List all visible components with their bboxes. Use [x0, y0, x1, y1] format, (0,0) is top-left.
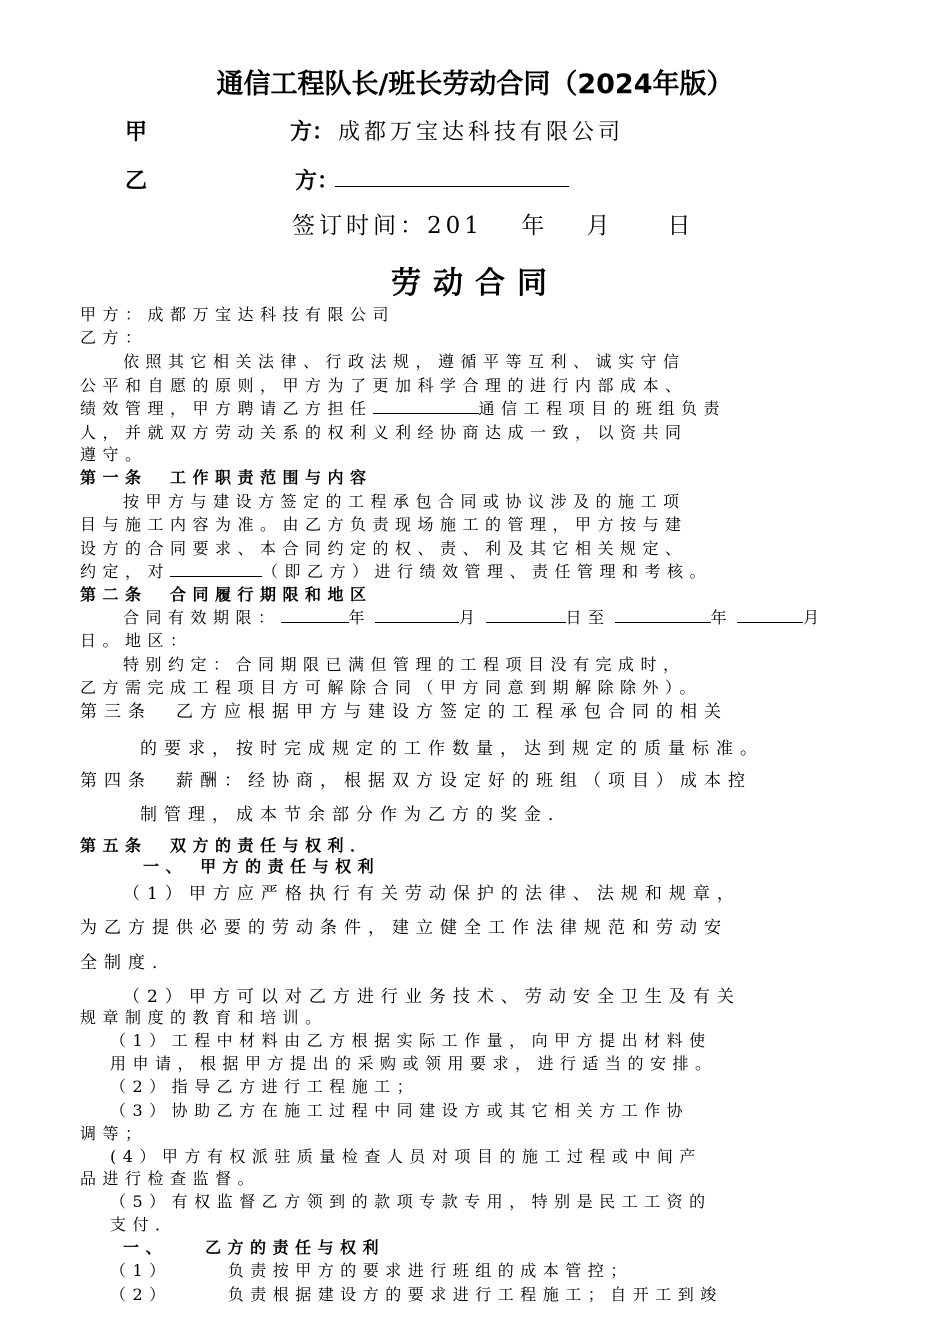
- article-2-line-2: 日。地区：: [80, 631, 193, 650]
- end-month-unit: 月: [803, 608, 826, 627]
- party-a-label-1: 甲: [125, 119, 148, 145]
- b1-line-2: 用申请，根据甲方提出的采购或领用要求，进行适当的安排。: [110, 1054, 718, 1073]
- b5-line-2: 支付．: [110, 1215, 178, 1234]
- b3-line-2: 调等；: [80, 1124, 148, 1143]
- start-year-blank[interactable]: [281, 606, 349, 623]
- party-b-label-2: 方：: [295, 168, 340, 194]
- party-a-name: 成都万宝达科技有限公司: [338, 120, 625, 145]
- intro-line-3: [80, 397, 726, 420]
- b1-line-1: （1）工程中材料由乙方根据实际工作量，向甲方提出材料使: [110, 1031, 712, 1050]
- intro-line-4: 人，并就双方劳动关系的权利义利经协商达成一致，以资共同: [80, 423, 688, 442]
- c1-number: （1）: [110, 1261, 172, 1280]
- intro-line-1: 依照其它相关法律、行政法规，遵循平等互利、诚实守信: [123, 352, 686, 371]
- b2-line: （2）指导乙方进行工程施工；: [110, 1077, 420, 1096]
- c2-text: 负责根据建设方的要求进行工程施工；自开工到竣: [227, 1285, 723, 1304]
- intro-party-b: 乙方：: [80, 328, 148, 347]
- start-month-blank[interactable]: [375, 606, 459, 623]
- party-b-label-1: 乙: [125, 168, 148, 194]
- a2-line-2: 规章制度的教育和培训。: [80, 1008, 328, 1027]
- article-4-line-1: 第四条 薪酬：经协商，根据双方设定好的班组（项目）成本控: [80, 771, 752, 791]
- b3-line-1: （3）协助乙方在施工过程中同建设方或其它相关方工作协: [110, 1101, 690, 1120]
- intro-party-a: 甲方：成都万宝达科技有限公司: [80, 305, 396, 324]
- c1-line: [110, 1259, 633, 1282]
- party-a-duties-heading: 一、 甲方的责任与权利: [143, 857, 381, 876]
- intro-line-3-a: 绩效管理，甲方聘请乙方担任: [80, 399, 373, 418]
- a1-line-1: （1）甲方应严格执行有关劳动保护的法律、法规和规章，: [123, 884, 741, 904]
- article-1-line-4-a: 约定，对: [80, 562, 171, 581]
- end-year-unit: 年: [710, 608, 734, 627]
- article-2-line-4: 乙方需完成工程项目方可解除合同（甲方同意到期解除除外）。: [80, 678, 703, 697]
- article-3-line-1: 第三条 乙方应根据甲方与建设方签定的工程承包合同的相关: [80, 702, 728, 722]
- a1-line-3: 全制度．: [80, 953, 176, 973]
- intro-line-2: 公平和自愿的原则，甲方为了更加科学合理的进行内部成本、: [80, 376, 688, 395]
- b4-line-2: 品进行检查监督。: [80, 1169, 261, 1188]
- end-month-blank[interactable]: [737, 606, 803, 623]
- b5-line-1: （5）有权监督乙方领到的款项专款专用，特别是民工工资的: [110, 1192, 712, 1211]
- c2-line: [110, 1283, 723, 1306]
- start-day-unit: 日至: [565, 608, 611, 627]
- contract-heading: 劳动合同: [391, 266, 559, 301]
- party-a-label-2: 方：: [290, 119, 335, 145]
- party-b-duties-heading: 一、 乙方的责任与权利: [123, 1238, 386, 1257]
- position-blank[interactable]: [373, 397, 479, 414]
- article-1-line-2: 目与施工内容为准。由乙方负责现场施工的管理，甲方按与建: [80, 515, 688, 534]
- party-b-blank[interactable]: [170, 560, 262, 577]
- article-1-line-4: [80, 560, 712, 583]
- article-4-line-2: 制管理，成本节余部分作为乙方的奖金．: [140, 805, 572, 825]
- intro-line-3-b: 通信工程项目的班组负责: [478, 399, 727, 418]
- article-2-heading: 第二条 合同履行期限和地区: [80, 585, 373, 604]
- article-1-heading: 第一条 工作职责范围与内容: [80, 468, 373, 487]
- article-2-line-1: [123, 606, 826, 629]
- party-b-name-field[interactable]: [335, 164, 569, 187]
- article-5-heading: 第五条 双方的责任与权利．: [80, 836, 373, 855]
- article-1-line-1: 按甲方与建设方签定的工程承包合同或协议涉及的施工项: [123, 492, 686, 511]
- article-1-line-4-b: （即乙方）进行绩效管理、责任管理和考核。: [262, 562, 713, 581]
- article-2-line-3: 特别约定：合同期限已满但管理的工程项目没有完成时，: [123, 655, 686, 674]
- article-1-line-3: 设方的合同要求、本合同约定的权、责、利及其它相关规定、: [80, 539, 688, 558]
- c1-text: 负责按甲方的要求进行班组的成本管控；: [227, 1261, 633, 1280]
- start-day-blank[interactable]: [486, 606, 566, 623]
- article-3-line-2: 的要求，按时完成规定的工作数量，达到规定的质量标准。: [140, 739, 764, 759]
- end-year-blank[interactable]: [615, 606, 711, 623]
- start-month-unit: 月: [459, 608, 482, 627]
- b4-line-1: (4）甲方有权派驻质量检查人员对项目的施工过程或中间产: [110, 1147, 702, 1166]
- intro-line-5: 遵守。: [80, 445, 148, 464]
- document-title: 通信工程队长/班长劳动合同（2024年版）: [216, 69, 734, 100]
- term-label: 合同有效期限：: [123, 608, 281, 627]
- c2-number: （2）: [110, 1285, 172, 1304]
- a1-line-2: 为乙方提供必要的劳动条件，建立健全工作法律规范和劳动安: [80, 918, 728, 938]
- start-year-unit: 年: [348, 608, 372, 627]
- sign-date: 签订时间：201 年 月 日: [292, 213, 695, 239]
- a2-line-1: （2）甲方可以对乙方进行业务技术、劳动安全卫生及有关: [123, 987, 741, 1007]
